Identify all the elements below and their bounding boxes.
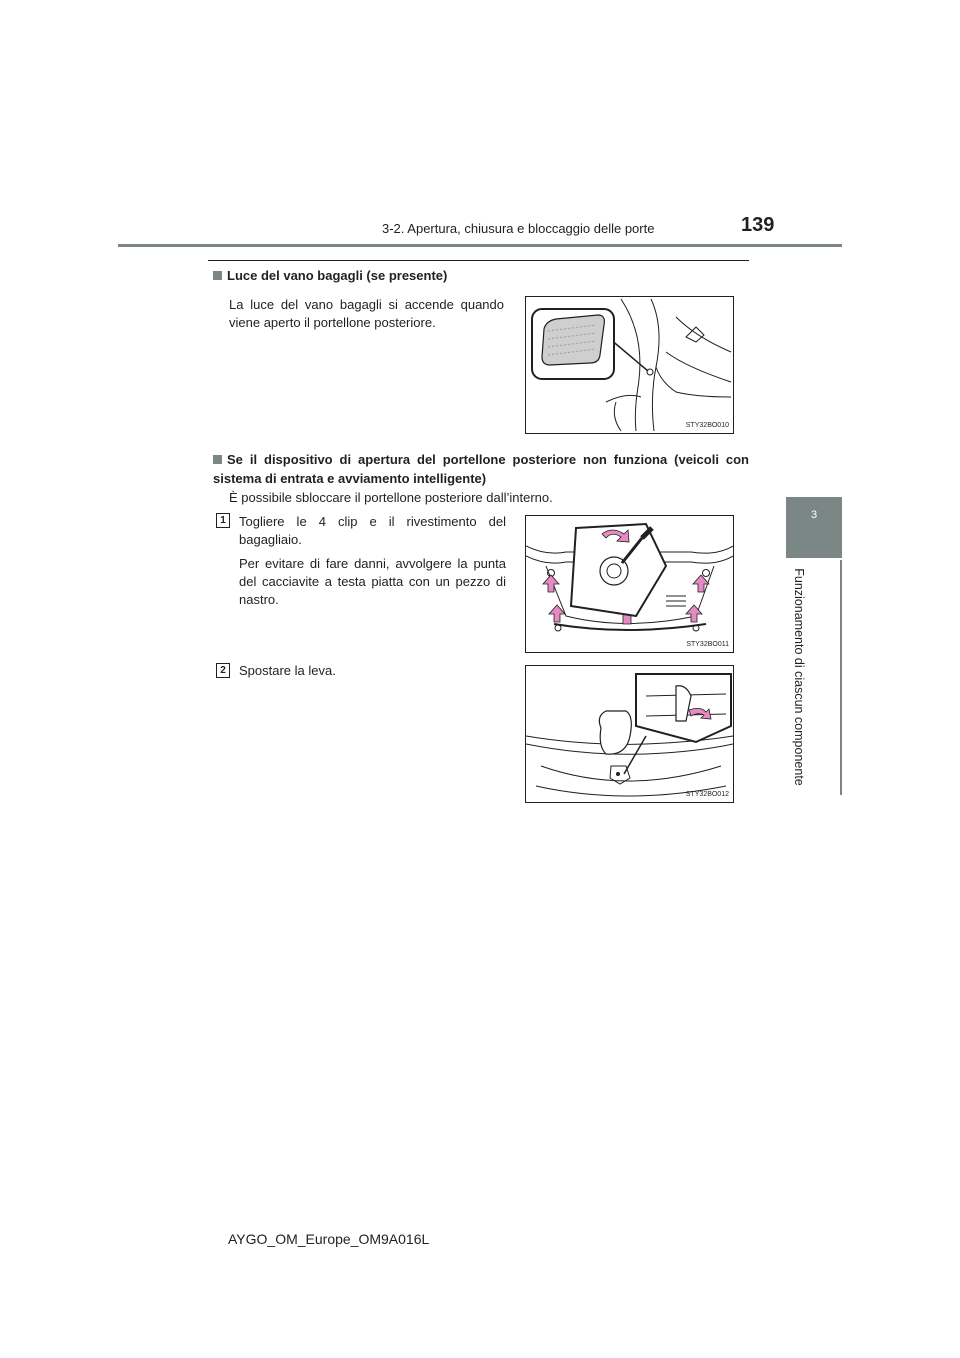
section-heading-luggage-light <box>213 268 447 283</box>
page-number: 139 <box>741 214 775 236</box>
figure-code: STY32BO010 <box>685 422 729 429</box>
chapter-title <box>786 560 812 795</box>
trim-removal-illustration <box>526 516 733 652</box>
figure-code: STY32BO011 <box>686 641 729 648</box>
figure-lever <box>525 665 734 803</box>
figure-code: STY32BO012 <box>685 791 729 798</box>
section-heading-text: Se il dispositivo di apertura del portellone posteriore non funziona (veicoli con sistema di entrata e avviamento intelligente) <box>213 452 749 486</box>
section-rule <box>208 260 749 261</box>
chapter-bar <box>840 560 842 795</box>
chapter-title-text: Funzionamento di ciascun componente <box>792 568 806 786</box>
luggage-light-illustration <box>526 297 733 433</box>
header-section-title: 3-2. Apertura, chiusura e bloccaggio delle porte <box>382 221 655 236</box>
step-2-text: Spostare la leva. <box>239 663 336 678</box>
square-bullet-icon <box>213 271 222 280</box>
header-rule <box>118 244 842 247</box>
section-paragraph: La luce del vano bagagli si accende quando viene aperto il portellone posteriore. <box>229 297 504 330</box>
figure-trim-removal <box>525 515 734 653</box>
step-number-2: 2 <box>216 663 230 678</box>
step-number-1: 1 <box>216 513 230 528</box>
chapter-number: 3 <box>810 509 818 521</box>
section-heading-tailgate-release <box>213 450 749 488</box>
figure-luggage-light <box>525 296 734 434</box>
step-1-text: Togliere le 4 clip e il rivestimento del bagagliaio. <box>239 514 506 547</box>
section-heading-text: Luce del vano bagagli (se presente) <box>227 268 448 283</box>
lever-illustration <box>526 666 733 802</box>
footer-document-id: AYGO_OM_Europe_OM9A016L <box>228 1231 430 1247</box>
section-intro: È possibile sbloccare il portellone posteriore dall’interno. <box>229 490 553 505</box>
step-1-note: Per evitare di fare danni, avvolgere la punta del cacciavite a testa piatta con un pezzo di nastro. <box>239 556 506 607</box>
square-bullet-icon <box>213 455 222 464</box>
